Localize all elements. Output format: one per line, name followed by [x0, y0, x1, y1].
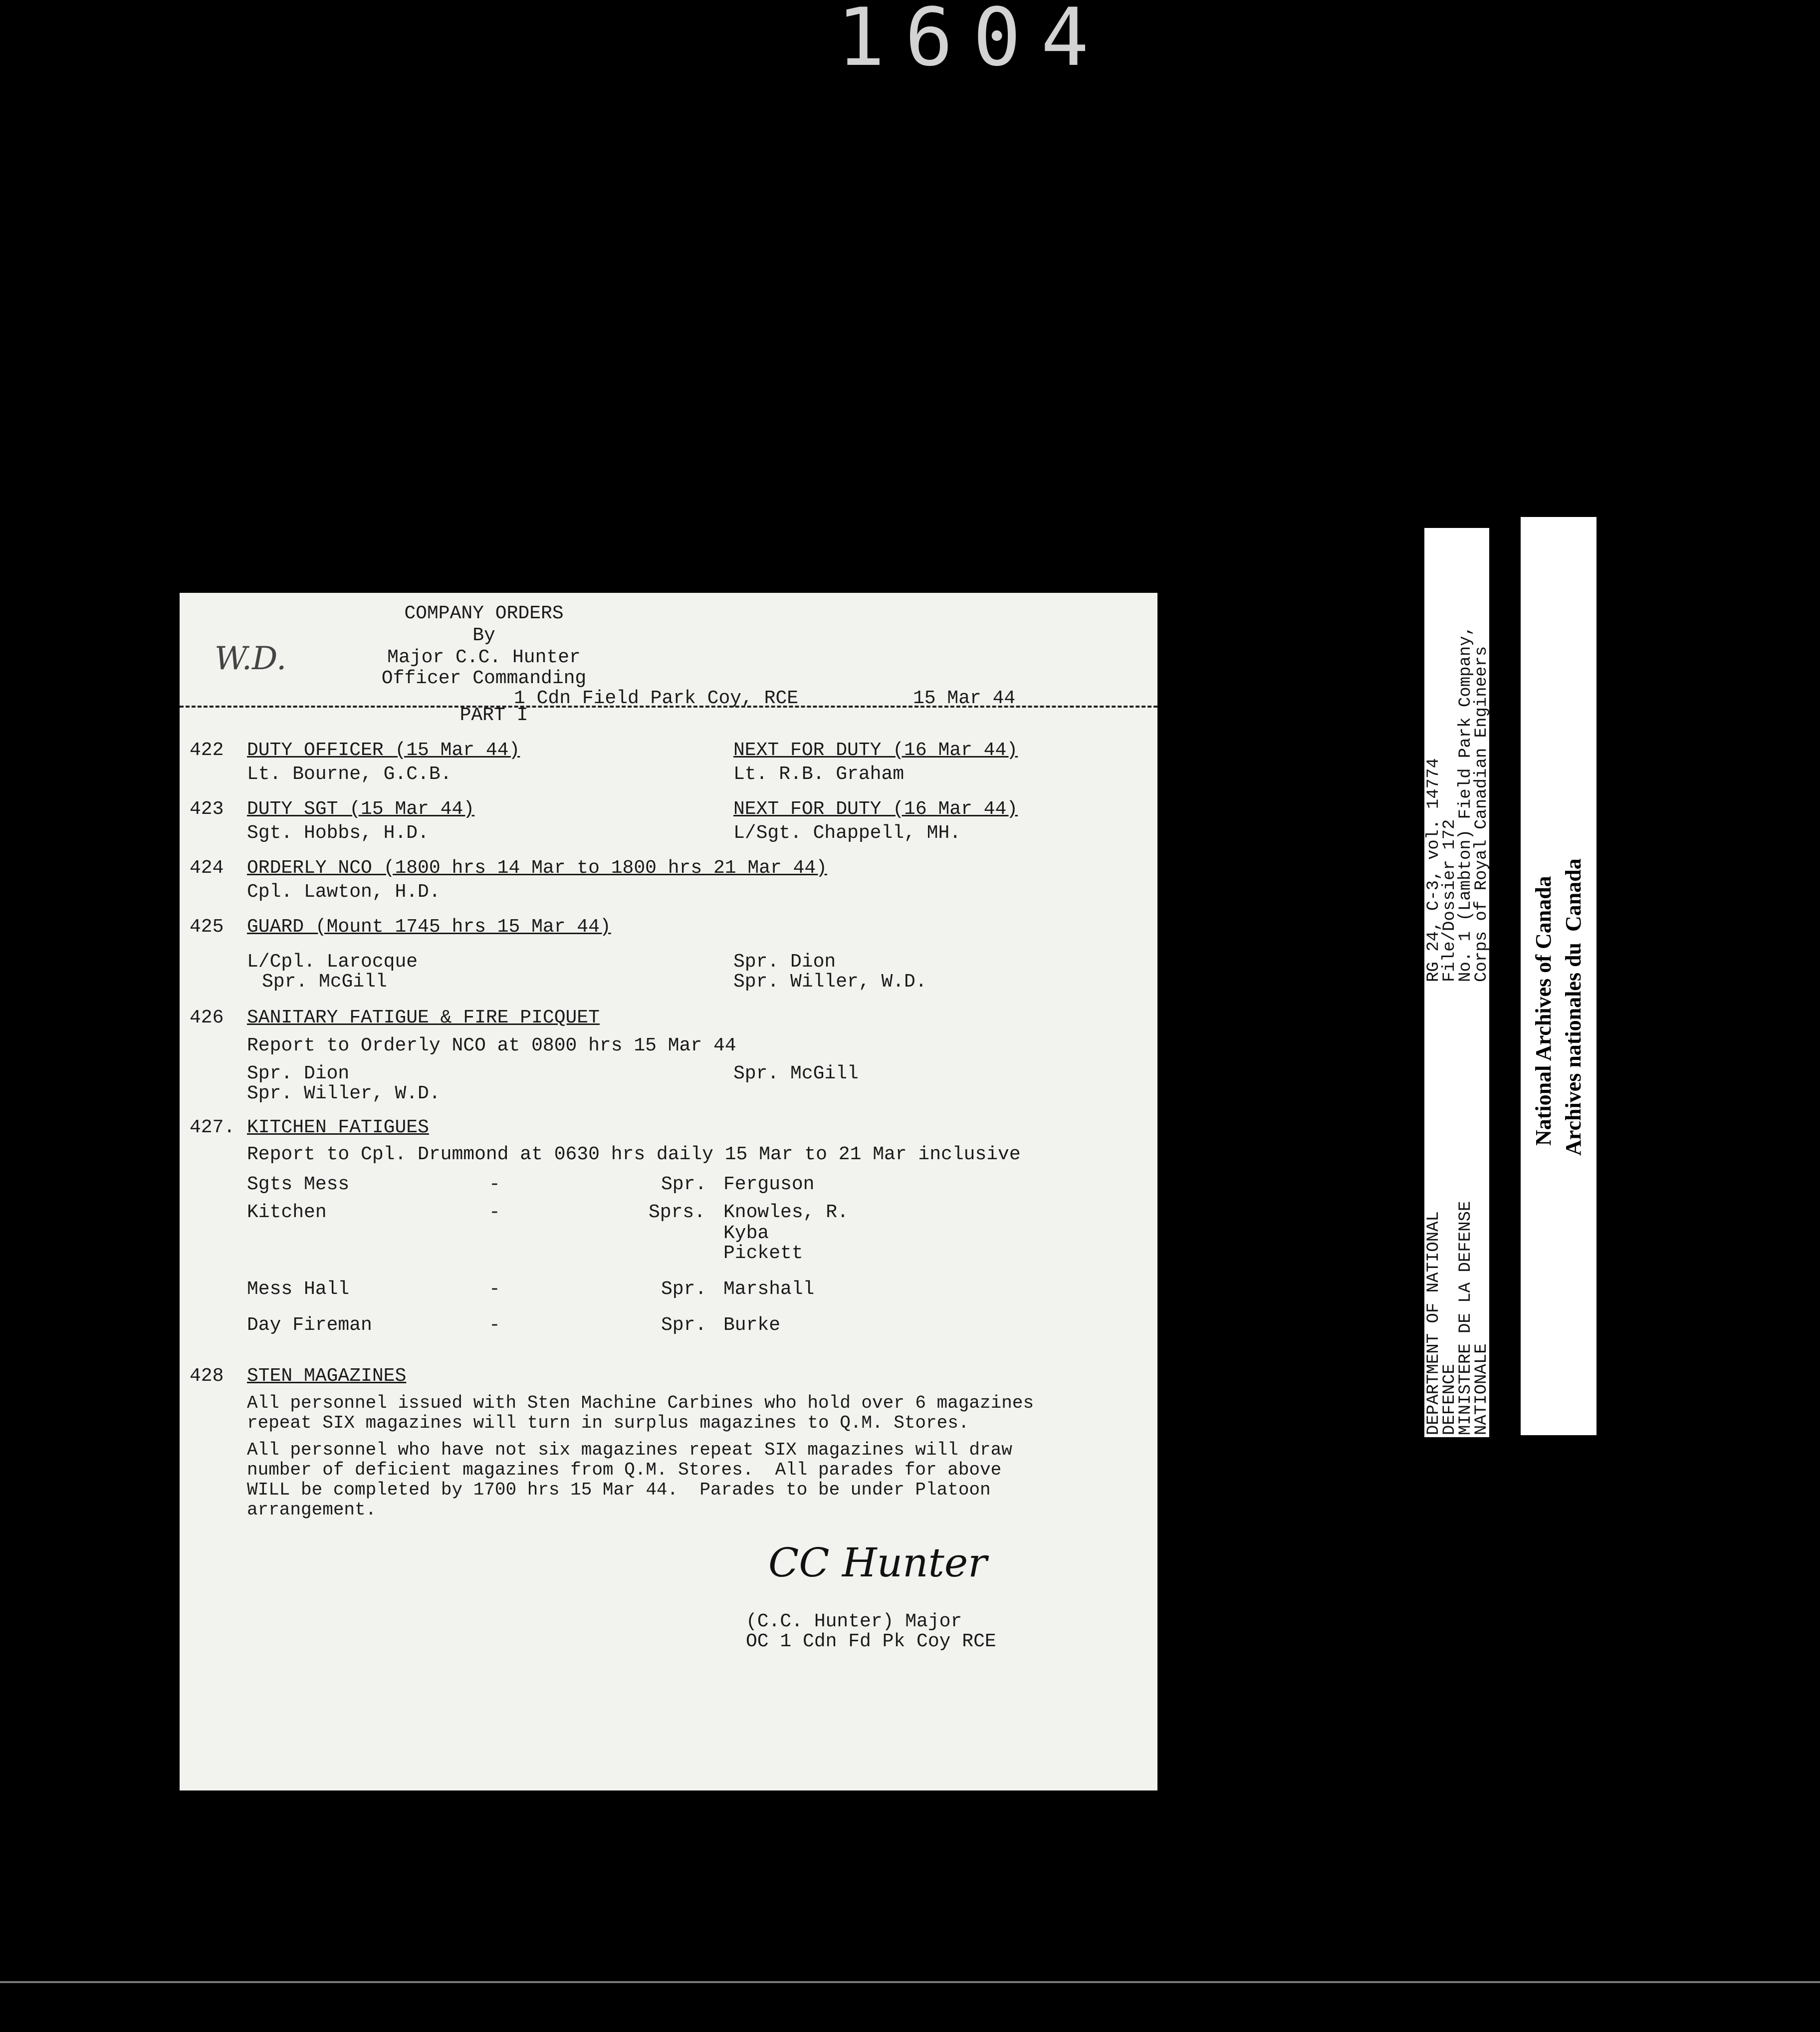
- company-orders-page: [180, 593, 1157, 1790]
- fatigue-dash: -: [489, 1202, 500, 1223]
- guard-member: Spr. McGill: [262, 971, 387, 993]
- signature-name: (C.C. Hunter) Major: [746, 1611, 962, 1632]
- microfilm-frame-number: 1604: [837, 0, 1109, 84]
- next-duty-heading: NEXT FOR DUTY (16 Mar 44): [733, 740, 1018, 761]
- guard-member: Spr. Dion: [733, 951, 836, 973]
- next-duty-officer-name: Lt. R.B. Graham: [733, 763, 905, 785]
- duty-officer-heading: DUTY OFFICER (15 Mar 44): [247, 740, 520, 761]
- doc-by: By: [472, 625, 495, 646]
- doc-title: COMPANY ORDERS: [404, 603, 564, 624]
- archive-reference-label: [1424, 528, 1489, 1437]
- fatigue-dash: -: [489, 1314, 500, 1336]
- fatigue-names: Ferguson: [723, 1174, 815, 1195]
- doc-officer-name: Major C.C. Hunter: [387, 647, 581, 668]
- doc-part: PART I: [459, 705, 528, 726]
- department-line: MINISTERE DE LA DEFENSE: [1456, 1201, 1475, 1435]
- signature-title: OC 1 Cdn Fd Pk Coy RCE: [746, 1631, 996, 1652]
- item-number: 423: [190, 798, 224, 820]
- orderly-nco-heading: ORDERLY NCO (1800 hrs 14 Mar to 1800 hrs 21 Mar 44): [247, 857, 827, 879]
- sanitary-fatigue-member: Spr. McGill: [733, 1063, 859, 1084]
- fatigue-names: Knowles, R.: [723, 1202, 849, 1223]
- sten-paragraph-line: WILL be completed by 1700 hrs 15 Mar 44. Parades to be under Platoon: [247, 1480, 991, 1500]
- national-archives-label: [1521, 517, 1596, 1435]
- sten-paragraph-line: All personnel issued with Sten Machine Carbines who hold over 6 magazines: [247, 1393, 1034, 1413]
- fatigue-rank: Spr.: [661, 1278, 707, 1300]
- sanitary-fatigue-instruction: Report to Orderly NCO at 0800 hrs 15 Mar 44: [247, 1035, 736, 1056]
- archive-ref-line: No. 1 (Lambton) Field Park Company,: [1456, 625, 1475, 982]
- sten-paragraph-line: number of deficient magazines from Q.M. Stores. All parades for above: [247, 1460, 1002, 1480]
- kitchen-fatigues-instruction: Report to Cpl. Drummond at 0630 hrs daily 15 Mar to 21 Mar inclusive: [247, 1144, 1021, 1165]
- sten-paragraph-line: All personnel who have not six magazines repeat SIX magazines will draw: [247, 1440, 1012, 1460]
- guard-member: L/Cpl. Larocque: [247, 951, 418, 973]
- kitchen-fatigues-heading: KITCHEN FATIGUES: [247, 1117, 429, 1138]
- doc-officer-role: Officer Commanding: [381, 668, 587, 689]
- fatigue-place: Mess Hall: [247, 1278, 350, 1300]
- duty-sgt-name: Sgt. Hobbs, H.D.: [247, 822, 429, 844]
- sten-paragraph-line: arrangement.: [247, 1500, 377, 1520]
- item-number: 427.: [190, 1117, 235, 1138]
- sanitary-fatigue-member: Spr. Willer, W.D.: [247, 1083, 441, 1104]
- item-number: 426: [190, 1007, 224, 1028]
- orderly-nco-name: Cpl. Lawton, H.D.: [247, 881, 441, 903]
- department-line: NATIONALE: [1472, 1343, 1491, 1435]
- fatigue-place: Sgts Mess: [247, 1174, 350, 1195]
- next-duty-heading: NEXT FOR DUTY (16 Mar 44): [733, 798, 1018, 820]
- sanitary-fatigue-member: Spr. Dion: [247, 1063, 350, 1084]
- doc-date: 15 Mar 44: [913, 688, 1016, 709]
- department-line: DEFENCE: [1440, 1364, 1459, 1435]
- item-number: 428: [190, 1365, 224, 1387]
- item-number: 425: [190, 916, 224, 938]
- guard-member: Spr. Willer, W.D.: [733, 971, 927, 993]
- fatigue-dash: -: [489, 1174, 500, 1195]
- handwritten-signature: CC Hunter: [768, 1539, 987, 1586]
- fatigue-place: Kitchen: [247, 1202, 327, 1223]
- fatigue-names: Kyba: [723, 1223, 769, 1244]
- doc-unit: 1 Cdn Field Park Coy, RCE: [514, 688, 799, 709]
- fatigue-names: Pickett: [723, 1243, 803, 1264]
- nac-label-english: National Archives of Canada: [1531, 876, 1556, 1146]
- archive-ref-line: File/Dossier 172: [1440, 819, 1459, 982]
- sanitary-fatigue-heading: SANITARY FATIGUE & FIRE PICQUET: [247, 1007, 600, 1028]
- fatigue-place: Day Fireman: [247, 1314, 372, 1336]
- duty-officer-name: Lt. Bourne, G.C.B.: [247, 763, 452, 785]
- fatigue-names: Burke: [723, 1314, 781, 1336]
- fatigue-names: Marshall: [723, 1278, 815, 1300]
- fatigue-rank: Sprs.: [649, 1202, 706, 1223]
- archive-ref-line: RG 24, C-3, vol. 14774: [1424, 758, 1443, 982]
- archive-ref-line: Corps of Royal Canadian Engineers: [1472, 646, 1491, 982]
- handwritten-mark: W.D.: [215, 640, 287, 677]
- nac-label-french: Archives nationales du Canada: [1561, 858, 1586, 1156]
- film-edge-line: [0, 1981, 1820, 1983]
- department-line: DEPARTMENT OF NATIONAL: [1424, 1211, 1443, 1435]
- sten-paragraph-line: repeat SIX magazines will turn in surplus magazines to Q.M. Stores.: [247, 1413, 969, 1433]
- fatigue-dash: -: [489, 1278, 500, 1300]
- next-duty-sgt-name: L/Sgt. Chappell, MH.: [733, 822, 961, 844]
- item-number: 424: [190, 857, 224, 879]
- sten-magazines-heading: STEN MAGAZINES: [247, 1365, 407, 1387]
- fatigue-rank: Spr.: [661, 1174, 707, 1195]
- item-number: 422: [190, 740, 224, 761]
- duty-sgt-heading: DUTY SGT (15 Mar 44): [247, 798, 475, 820]
- guard-heading: GUARD (Mount 1745 hrs 15 Mar 44): [247, 916, 611, 938]
- fatigue-rank: Spr.: [661, 1314, 707, 1336]
